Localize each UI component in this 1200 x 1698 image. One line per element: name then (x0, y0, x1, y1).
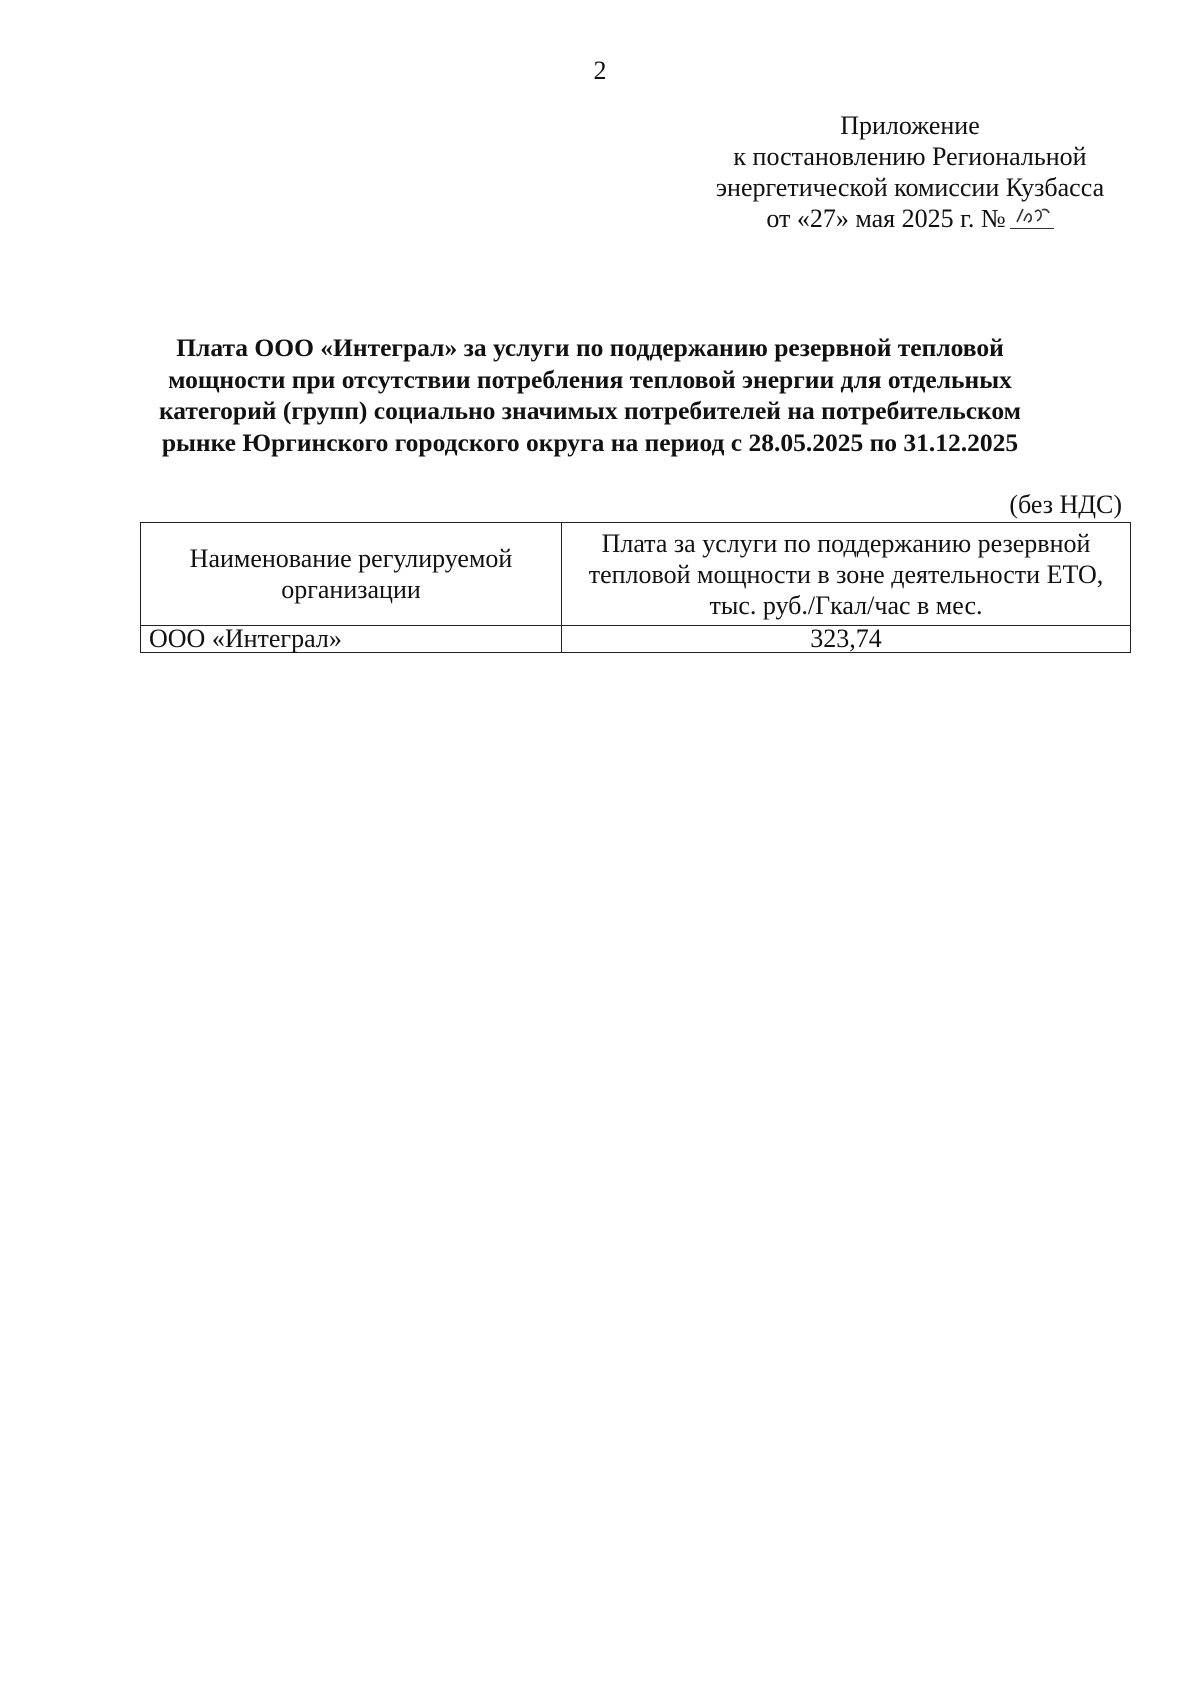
table-header-row (141, 523, 1131, 626)
tariff-table (140, 522, 1131, 653)
appendix-date-text: от «27» мая 2025 г. № (766, 204, 1006, 233)
handwritten-number-mark (1010, 206, 1054, 229)
appendix-date-line (690, 203, 1130, 234)
header-fee: Плата за услуги по поддержанию резервной тепловой мощности в зоне деятельности ЕТО, тыс. руб./Гкал/час в мес. (562, 523, 1131, 626)
organization-name-cell: ООО «Интеграл» (141, 626, 562, 653)
fee-value-cell: 323,74 (562, 626, 1131, 653)
page-number: 2 (593, 56, 607, 85)
appendix-line: энергетической комиссии Кузбасса (715, 173, 1105, 202)
document-title (100, 332, 1080, 458)
title-line: мощности при отсутствии потребления тепловой энергии для отдельных (168, 364, 1012, 394)
title-line: рынке Юргинского городского округа на период с 28.05.2025 по 31.12.2025 (161, 427, 1019, 457)
table-row (141, 626, 1131, 653)
handwritten-number-icon (1014, 204, 1052, 226)
title-line: Плата ООО «Интеграл» за услуги по поддержанию резервной тепловой (176, 333, 1004, 362)
header-organization: Наименование регулируемой организации (141, 523, 562, 626)
vat-note: (без НДС) (1009, 490, 1122, 519)
appendix-block (690, 110, 1130, 234)
appendix-line: к постановлению Региональной (733, 142, 1087, 171)
appendix-line: Приложение (840, 111, 980, 140)
title-line: категорий (групп) социально значимых потребителей на потребительском (158, 396, 1022, 425)
